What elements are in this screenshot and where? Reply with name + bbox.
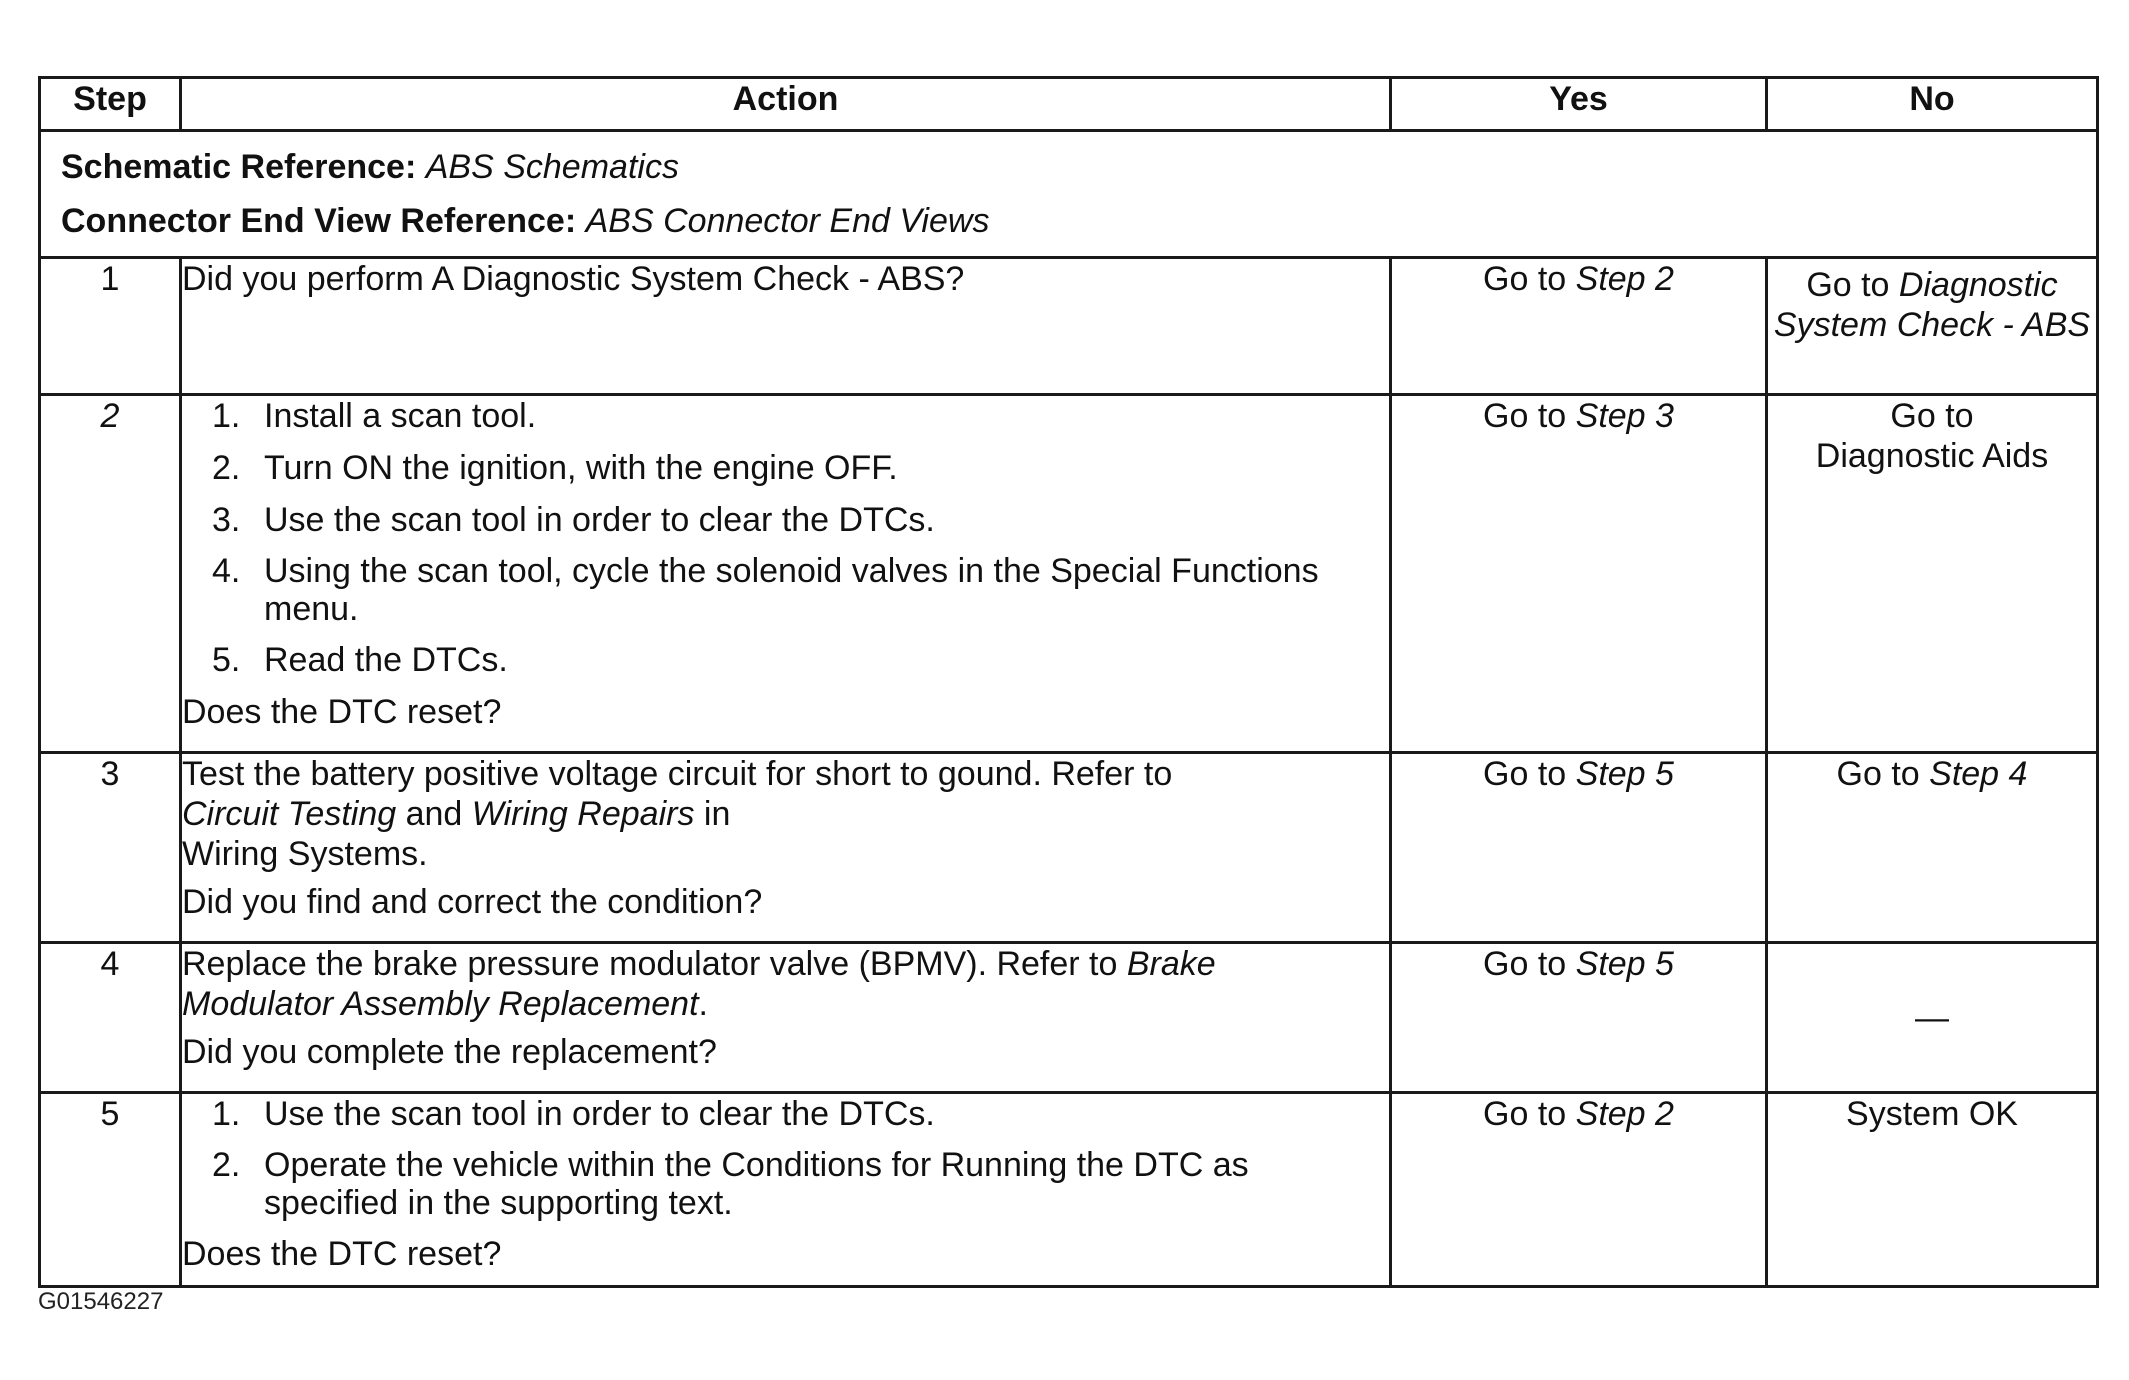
list-text: Use the scan tool in order to clear the DTCs. [264, 1095, 935, 1133]
action-text-end: . [698, 985, 708, 1023]
brake-link-line2[interactable]: Modulator Assembly Replacement [182, 985, 699, 1023]
list-item [182, 1094, 1389, 1134]
connector-text: and [396, 795, 472, 833]
table-row [40, 943, 2098, 1093]
step-question: Did you complete the replacement? [182, 1033, 717, 1071]
yes-cell [1391, 753, 1767, 943]
list-text: Use the scan tool in order to clear the DTCs. [264, 501, 935, 539]
list-item [182, 640, 1389, 680]
list-number: 2. [212, 1146, 241, 1184]
yes-prefix: Go to [1483, 755, 1576, 793]
step-number: 3 [40, 753, 181, 943]
table-row [40, 753, 2098, 943]
no-prefix: Go to [1836, 755, 1930, 793]
yes-step-link[interactable]: Step 2 [1575, 1095, 1674, 1133]
figure-id: G01546227 [38, 1288, 164, 1315]
list-number: 3. [212, 501, 241, 539]
connector-text: in [694, 795, 731, 833]
step-question: Does the DTC reset? [182, 693, 502, 731]
no-dash: — [1915, 998, 1949, 1037]
step-number: 4 [40, 943, 181, 1093]
header-row [40, 78, 2098, 131]
list-item [182, 448, 1389, 488]
action-text [182, 944, 1389, 984]
list-number: 1. [212, 397, 241, 435]
yes-cell [1391, 943, 1767, 1093]
brake-link-line1[interactable]: Brake [1126, 945, 1216, 983]
wiring-repairs-link[interactable]: Wiring Repairs [471, 795, 695, 833]
no-link-line1[interactable]: Diagnostic [1898, 266, 2058, 304]
table-row [40, 1093, 2098, 1287]
list-item [182, 1146, 1389, 1222]
yes-prefix: Go to [1483, 1095, 1576, 1133]
no-diagnostic-aids-link[interactable]: Diagnostic Aids [1815, 437, 2049, 475]
action-cell [181, 395, 1391, 753]
connector-reference [61, 194, 2096, 248]
yes-prefix: Go to [1483, 260, 1576, 298]
list-text: Operate the vehicle within the Conditions for Running the DTC as specified in the supporting text. [264, 1146, 1249, 1222]
yes-step-link[interactable]: Step 3 [1575, 397, 1674, 435]
action-cell [181, 753, 1391, 943]
yes-cell [1391, 1093, 1767, 1287]
table-row [40, 395, 2098, 753]
no-cell [1767, 395, 2098, 753]
list-item [182, 500, 1389, 540]
instruction-list [182, 1094, 1389, 1222]
no-cell [1767, 1093, 2098, 1287]
no-link-line2[interactable]: System Check - ABS [1773, 306, 2091, 344]
header-step: Step [40, 78, 181, 131]
connector-reference-link[interactable]: ABS Connector End Views [585, 202, 990, 240]
header-no: No [1767, 78, 2098, 131]
no-prefix: Go to [1806, 266, 1899, 304]
action-cell [181, 1093, 1391, 1287]
list-number: 5. [212, 641, 241, 679]
instruction-list [182, 396, 1389, 680]
no-cell [1767, 753, 2098, 943]
list-number: 2. [212, 449, 241, 487]
no-result: System OK [1846, 1095, 2018, 1133]
no-step-link[interactable]: Step 4 [1929, 755, 2028, 793]
list-number: 1. [212, 1095, 241, 1133]
header-yes: Yes [1391, 78, 1767, 131]
list-text: Turn ON the ignition, with the engine OFF. [264, 449, 898, 487]
yes-step-link[interactable]: Step 5 [1575, 945, 1674, 983]
action-cell [181, 943, 1391, 1093]
schematic-reference-link[interactable]: ABS Schematics [425, 148, 679, 186]
step-number: 2 [40, 395, 181, 753]
action-cell [181, 258, 1391, 395]
action-text-start: Replace the brake pressure modulator valve (BPMV). Refer to [182, 945, 1127, 983]
circuit-testing-link[interactable]: Circuit Testing [182, 795, 397, 833]
list-item [182, 552, 1389, 628]
reference-row [40, 131, 2098, 258]
yes-step-link[interactable]: Step 5 [1575, 755, 1674, 793]
step-question: Did you find and correct the condition? [182, 883, 763, 921]
no-line1: Go to [1890, 397, 1974, 435]
no-cell [1767, 943, 2098, 1093]
action-text [182, 984, 1389, 1024]
yes-cell [1391, 395, 1767, 753]
list-text: Install a scan tool. [264, 397, 537, 435]
step-number: 5 [40, 1093, 181, 1287]
schematic-reference [61, 140, 2096, 194]
yes-cell [1391, 258, 1767, 395]
step-number: 1 [40, 258, 181, 395]
yes-prefix: Go to [1483, 397, 1576, 435]
yes-step-link[interactable]: Step 2 [1575, 260, 1674, 298]
list-item [182, 396, 1389, 436]
no-cell [1767, 258, 2098, 395]
list-text: Using the scan tool, cycle the solenoid valves in the Special Functions menu. [264, 552, 1319, 628]
diagnostic-table [38, 76, 2099, 1288]
yes-prefix: Go to [1483, 945, 1576, 983]
reference-cell [40, 131, 2098, 258]
list-number: 4. [212, 552, 241, 590]
header-action: Action [181, 78, 1391, 131]
list-text: Read the DTCs. [264, 641, 508, 679]
step-question: Does the DTC reset? [182, 1235, 502, 1273]
table-row [40, 258, 2098, 395]
action-text-links [182, 794, 1389, 834]
action-text: Wiring Systems. [182, 835, 428, 873]
action-text: Test the battery positive voltage circuit for short to gound. Refer to [182, 755, 1173, 793]
connector-reference-label: Connector End View Reference: [61, 202, 577, 240]
step-question: Did you perform A Diagnostic System Check - ABS? [182, 260, 965, 298]
schematic-reference-label: Schematic Reference: [61, 148, 417, 186]
